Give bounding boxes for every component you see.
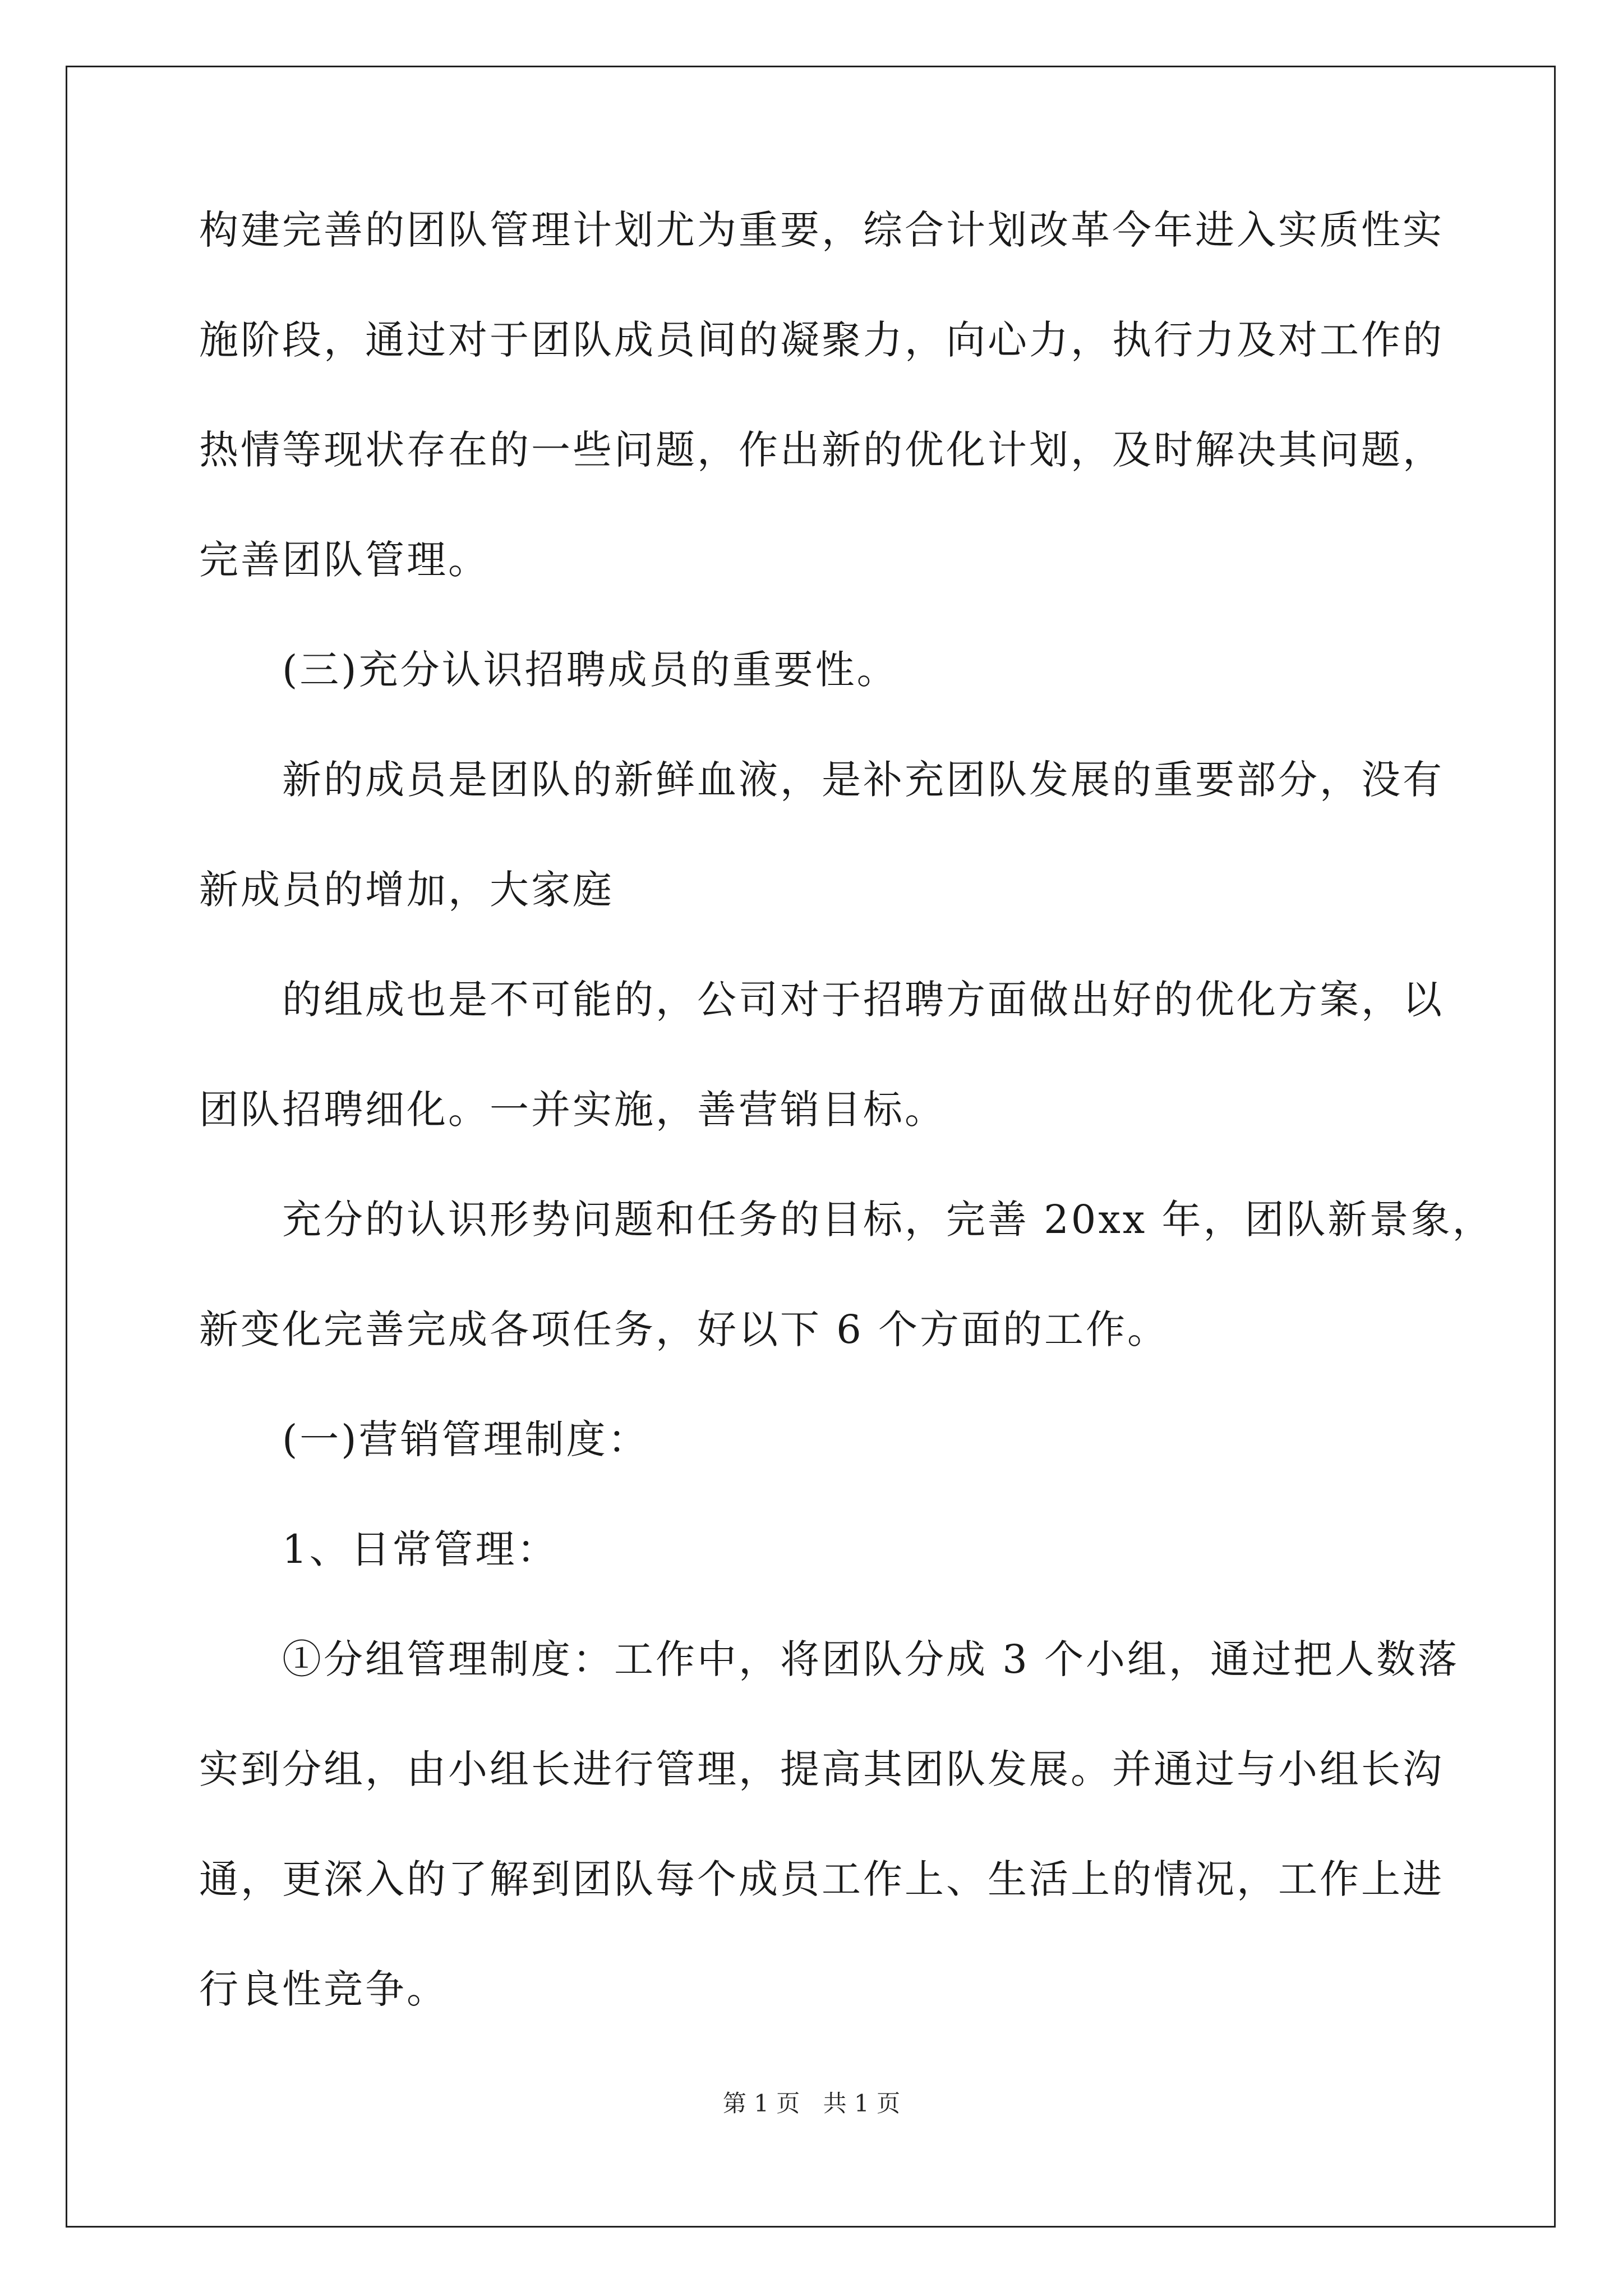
paragraph-line: 团队招聘细化。一并实施，善营销目标。 — [199, 1087, 946, 1133]
paragraph-line: 新的成员是团队的新鲜血液，是补充团队发展的重要部分，没有 — [282, 757, 1444, 803]
paragraph-line: ①分组管理制度：工作中，将团队分成 3 个小组，通过把人数落 — [282, 1636, 1460, 1682]
paragraph-line: 热情等现状存在的一些问题，作出新的优化计划，及时解决其问题， — [199, 427, 1444, 473]
paragraph-line: 完善团队管理。 — [199, 537, 490, 583]
page-footer — [0, 2087, 1623, 2120]
paragraph-line: 新变化完善完成各项任务，好以下 6 个方面的工作。 — [199, 1306, 1169, 1352]
paragraph-line: 的组成也是不可能的，公司对于招聘方面做出好的优化方案，以 — [282, 977, 1444, 1023]
section-heading: (三)充分认识招聘成员的重要性。 — [282, 647, 898, 693]
paragraph-line: 充分的认识形势问题和任务的目标，完善 20xx 年，团队新景象， — [282, 1197, 1494, 1243]
page-total: 共 1 页 — [823, 2090, 901, 2117]
paragraph-line: 实到分组，由小组长进行管理，提高其团队发展。并通过与小组长沟 — [199, 1746, 1444, 1792]
paragraph-line: 施阶段，通过对于团队成员间的凝聚力，向心力，执行力及对工作的 — [199, 317, 1444, 363]
paragraph-line: 通，更深入的了解到团队每个成员工作上、生活上的情况，工作上进 — [199, 1856, 1444, 1902]
paragraph-line: 构建完善的团队管理计划尤为重要，综合计划改革今年进入实质性实 — [199, 207, 1444, 253]
page-number: 第 1 页 — [722, 2090, 800, 2117]
section-heading: (一)营销管理制度： — [282, 1416, 649, 1462]
subsection-heading: 1、日常管理： — [282, 1526, 559, 1572]
paragraph-line: 行良性竞争。 — [199, 1966, 448, 2012]
paragraph-line: 新成员的增加，大家庭 — [199, 867, 614, 913]
